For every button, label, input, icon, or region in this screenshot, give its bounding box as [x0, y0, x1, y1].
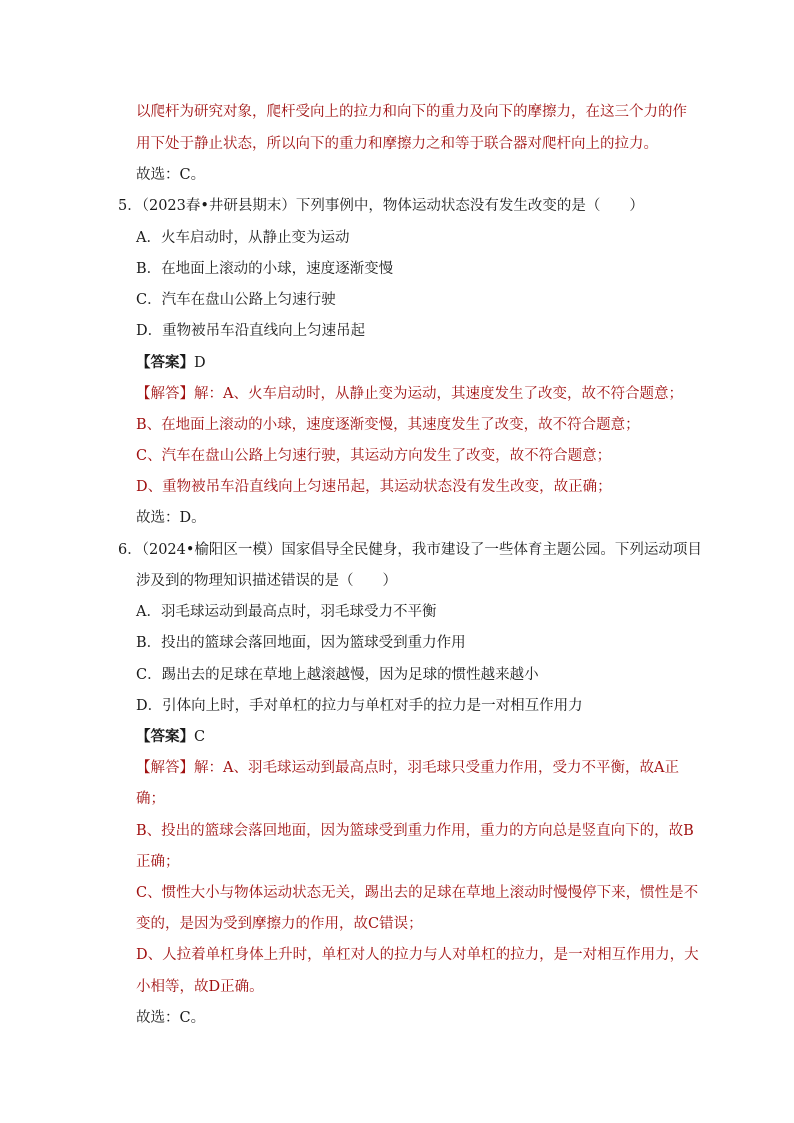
- q6-analysis-6: 变的，是因为受到摩擦力的作用，故C错误；: [136, 916, 423, 932]
- q5-answer: [136, 353, 206, 373]
- q6-answer-label: 【答案】: [136, 728, 194, 745]
- intro-line-1: 以爬杆为研究对象，爬杆受向上的拉力和向下的重力及向下的摩擦力，在这三个力的作: [136, 104, 687, 120]
- q6-option-a: A．羽毛球运动到最高点时，羽毛球受力不平衡: [136, 604, 437, 620]
- q6-stem-line-2: 涉及到的物理知识描述错误的是（ ）: [136, 573, 397, 589]
- q6-option-d: D．引体向上时，手对单杠的拉力与单杠对手的拉力是一对相互作用力: [136, 698, 583, 714]
- q6-stem-line-1: 6．（2024•榆阳区一模）国家倡导全民健身，我市建设了一些体育主题公园。下列运动项目: [118, 542, 702, 558]
- q5-analysis-4: D、重物被吊车沿直线向上匀速吊起，其运动状态没有发生改变，故正确；: [136, 479, 612, 495]
- q6-analysis-2: 确；: [136, 791, 165, 807]
- q6-answer-value: C: [194, 729, 206, 745]
- q6-option-b: B．投出的篮球会落回地面，因为篮球受到重力作用: [136, 635, 466, 651]
- q5-conclusion: 故选：D。: [136, 510, 206, 526]
- q6-analysis-5: C、惯性大小与物体运动状态无关，踢出去的足球在草地上滚动时慢慢停下来，惯性是不: [136, 885, 699, 901]
- q6-analysis-3: B、投出的篮球会落回地面，因为篮球受到重力作用，重力的方向总是竖直向下的，故B: [136, 823, 694, 839]
- q6-analysis-8: 小相等，故D正确。: [136, 979, 264, 995]
- q6-option-c: C．踢出去的足球在草地上越滚越慢，因为足球的惯性越来越小: [136, 667, 539, 683]
- q6-answer: [136, 727, 205, 747]
- q5-answer-value: D: [194, 355, 206, 371]
- q5-answer-label: 【答案】: [136, 354, 194, 371]
- q5-analysis-1: 【解答】解：A、火车启动时，从静止变为运动，其速度发生了改变，故不符合题意；: [136, 386, 683, 402]
- q5-stem: 5．（2023春•井研县期末）下列事例中，物体运动状态没有发生改变的是（ ）: [118, 198, 644, 214]
- q5-option-a: A．火车启动时，从静止变为运动: [136, 230, 350, 246]
- q5-analysis-3: C、汽车在盘山公路上匀速行驶，其运动方向发生了改变，故不符合题意；: [136, 448, 612, 464]
- q5-option-c: C．汽车在盘山公路上匀速行驶: [136, 292, 336, 308]
- q6-conclusion: 故选：C。: [136, 1010, 206, 1026]
- q5-analysis-2: B、在地面上滚动的小球，速度逐渐变慢，其速度发生了改变，故不符合题意；: [136, 417, 640, 433]
- q6-analysis-7: D、人拉着单杠身体上升时，单杠对人的拉力与人对单杠的拉力，是一对相互作用力，大: [136, 947, 699, 963]
- q6-analysis-1: 【解答】解：A、羽毛球运动到最高点时，羽毛球只受重力作用，受力不平衡，故A正: [136, 760, 679, 776]
- intro-conclusion: 故选：C。: [136, 167, 206, 183]
- intro-line-2: 用下处于静止状态，所以向下的重力和摩擦力之和等于联合器对爬杆向上的拉力。: [136, 136, 658, 152]
- q5-option-d: D．重物被吊车沿直线向上匀速吊起: [136, 323, 366, 339]
- q6-analysis-4: 正确；: [136, 854, 180, 870]
- q5-option-b: B．在地面上滚动的小球，速度逐渐变慢: [136, 261, 394, 277]
